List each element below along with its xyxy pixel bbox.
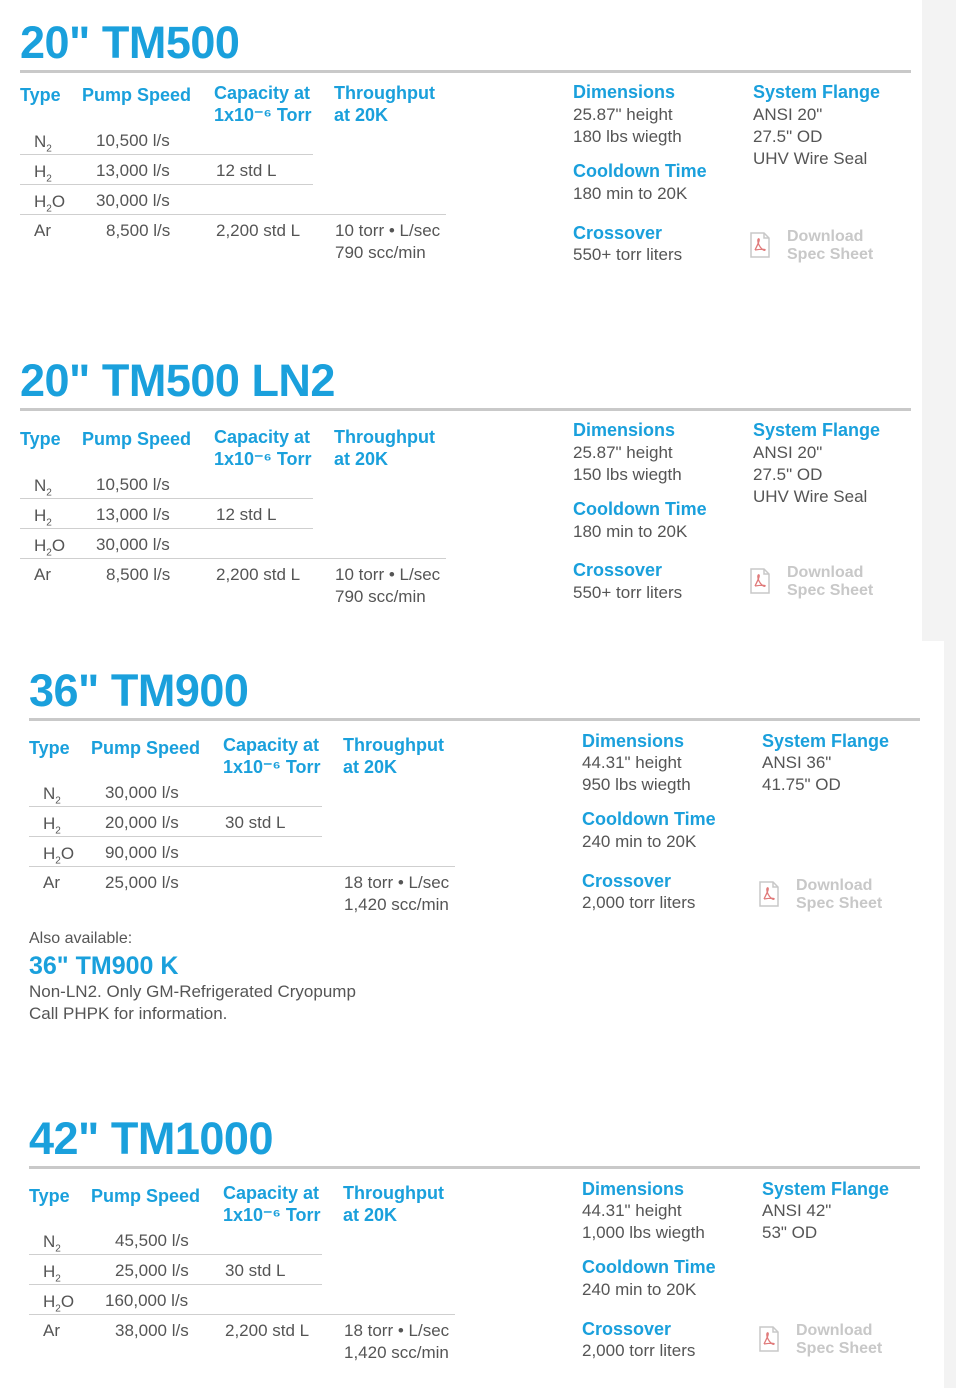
gas-n2: $N_2$ [34, 132, 52, 155]
also-available-line2: Call PHPK for information. [29, 1004, 228, 1023]
row-divider [20, 528, 313, 529]
dimensions-weight: 1,000 lbs wiegth [582, 1223, 705, 1242]
col-header-capacity [223, 1182, 321, 1226]
col-header-capacity [214, 426, 312, 470]
throughput-line1: 18 torr • L/sec [344, 873, 450, 892]
col-header-capacity [223, 734, 321, 778]
col-header-throughput-line2: at 20K [343, 757, 398, 777]
system-flange-label: System Flange [762, 731, 890, 751]
row-divider [29, 866, 455, 867]
speed-n2: 30,000 l/s [105, 783, 179, 802]
title-divider [20, 70, 911, 73]
speed-h2: 25,000 l/s [115, 1261, 189, 1280]
gas-n2: $N_2$ [43, 784, 61, 807]
row-divider [20, 184, 313, 185]
pdf-icon [758, 881, 780, 907]
speed-n2: 10,500 l/s [96, 475, 170, 494]
crossover-label: Crossover [573, 560, 663, 580]
flange-line1: ANSI 20" [753, 443, 823, 462]
speed-h2o: 30,000 l/s [96, 535, 170, 554]
throughput-line2: 790 scc/min [335, 243, 426, 262]
col-header-capacity-line1: Capacity at [223, 735, 320, 755]
title-divider [20, 408, 911, 411]
system-flange-label: System Flange [753, 420, 881, 440]
col-header-throughput [343, 1182, 444, 1226]
speed-h2o: 160,000 l/s [105, 1291, 189, 1310]
speed-ar: 25,000 l/s [105, 873, 179, 892]
flange-line1: ANSI 36" [762, 753, 832, 772]
col-header-type: Type [20, 85, 61, 105]
flange-line3: UHV Wire Seal [753, 149, 868, 168]
flange-line2: 41.75" OD [762, 775, 841, 794]
col-header-throughput-line2: at 20K [334, 449, 389, 469]
col-header-type: Type [20, 429, 61, 449]
download-label: Download Spec Sheet [787, 228, 874, 263]
speed-h2: 20,000 l/s [105, 813, 179, 832]
dimensions-height: 25.87" height [573, 105, 673, 124]
pdf-icon [749, 568, 771, 594]
row-divider [20, 558, 446, 559]
speed-n2: 45,500 l/s [115, 1231, 189, 1250]
pdf-icon [749, 232, 771, 258]
row-divider [20, 154, 313, 155]
crossover-value: 2,000 torr liters [582, 1341, 696, 1360]
title-divider [29, 1166, 920, 1169]
col-header-capacity-line2: 1x10⁻⁶ Torr [223, 1205, 321, 1225]
col-header-capacity-line1: Capacity at [223, 1183, 320, 1203]
gas-n2: $N_2$ [43, 1232, 61, 1255]
col-header-pump-speed: Pump Speed [91, 738, 201, 758]
dimensions-label: Dimensions [573, 82, 676, 102]
speed-h2: 13,000 l/s [96, 505, 170, 524]
col-header-throughput-line1: Throughput [343, 735, 444, 755]
gas-ar: Ar [34, 221, 51, 240]
flange-line2: 27.5" OD [753, 465, 823, 484]
download-label: Download Spec Sheet [796, 877, 883, 912]
title-divider [29, 718, 920, 721]
throughput-line1: 18 torr • L/sec [344, 1321, 450, 1340]
crossover-value: 2,000 torr liters [582, 893, 696, 912]
flange-line2: 53" OD [762, 1223, 818, 1242]
col-header-throughput-line2: at 20K [343, 1205, 398, 1225]
gas-h2o: $H_2O$ [43, 844, 75, 867]
gas-ar: Ar [34, 565, 51, 584]
dimensions-label: Dimensions [582, 731, 685, 751]
dimensions-weight: 180 lbs wiegth [573, 127, 682, 146]
dimensions-height: 25.87" height [573, 443, 673, 462]
product-title: 20" TM500 [20, 17, 240, 68]
capacity-h2: 30 std L [225, 1261, 286, 1280]
capacity-h2: 12 std L [216, 505, 277, 524]
speed-h2o: 90,000 l/s [105, 843, 179, 862]
col-header-pump-speed: Pump Speed [82, 85, 192, 105]
gas-h2: $H_2$ [43, 814, 61, 837]
crossover-value: 550+ torr liters [573, 583, 683, 602]
dimensions-height: 44.31" height [582, 753, 682, 772]
flange-line1: ANSI 20" [753, 105, 823, 124]
gas-h2: $H_2$ [43, 1262, 61, 1285]
col-header-throughput [343, 734, 444, 778]
dimensions-label: Dimensions [582, 1179, 685, 1199]
throughput-line2: 790 scc/min [335, 587, 426, 606]
speed-ar: 8,500 l/s [106, 221, 171, 240]
speed-ar: 8,500 l/s [106, 565, 171, 584]
flange-line3: UHV Wire Seal [753, 487, 868, 506]
col-header-capacity-line1: Capacity at [214, 83, 311, 103]
cooldown-value: 240 min to 20K [582, 1280, 697, 1299]
col-header-capacity [214, 82, 312, 126]
col-header-type: Type [29, 1186, 70, 1206]
row-divider [29, 1284, 322, 1285]
speed-h2o: 30,000 l/s [96, 191, 170, 210]
gas-ar: Ar [43, 1321, 60, 1340]
cooldown-label: Cooldown Time [582, 809, 716, 829]
speed-ar: 38,000 l/s [115, 1321, 189, 1340]
cooldown-label: Cooldown Time [573, 499, 707, 519]
gas-n2: $N_2$ [34, 476, 52, 499]
gas-h2: $H_2$ [34, 162, 52, 185]
col-header-capacity-line1: Capacity at [214, 427, 311, 447]
system-flange-label: System Flange [753, 82, 881, 102]
also-available-line1: Non-LN2. Only GM-Refrigerated Cryopump [29, 982, 356, 1001]
throughput-line2: 1,420 scc/min [344, 1343, 449, 1362]
cooldown-label: Cooldown Time [573, 161, 707, 181]
crossover-value: 550+ torr liters [573, 245, 683, 264]
col-header-capacity-line2: 1x10⁻⁶ Torr [214, 105, 312, 125]
cooldown-value: 240 min to 20K [582, 832, 697, 851]
also-available-label: Also available: [29, 930, 133, 947]
row-divider [20, 214, 446, 215]
col-header-throughput-line2: at 20K [334, 105, 389, 125]
col-header-throughput [334, 82, 435, 126]
dimensions-label: Dimensions [573, 420, 676, 440]
col-header-pump-speed: Pump Speed [91, 1186, 201, 1206]
col-header-throughput [334, 426, 435, 470]
download-label: Download Spec Sheet [787, 564, 874, 599]
col-header-pump-speed: Pump Speed [82, 429, 192, 449]
row-divider [29, 1254, 322, 1255]
speed-h2: 13,000 l/s [96, 161, 170, 180]
row-divider [29, 1314, 455, 1315]
capacity-h2: 30 std L [225, 813, 286, 832]
product-title: 36" TM900 [29, 665, 249, 716]
row-divider [29, 806, 322, 807]
gas-h2o: $H_2O$ [34, 192, 66, 215]
col-header-throughput-line1: Throughput [334, 427, 435, 447]
flange-line2: 27.5" OD [753, 127, 823, 146]
col-header-capacity-line2: 1x10⁻⁶ Torr [214, 449, 312, 469]
dimensions-weight: 950 lbs wiegth [582, 775, 691, 794]
throughput-line1: 10 torr • L/sec [335, 565, 441, 584]
dimensions-height: 44.31" height [582, 1201, 682, 1220]
product-title: 20" TM500 LN2 [20, 355, 335, 406]
row-divider [20, 498, 313, 499]
cooldown-value: 180 min to 20K [573, 522, 688, 541]
throughput-line1: 10 torr • L/sec [335, 221, 441, 240]
gas-ar: Ar [43, 873, 60, 892]
gas-h2o: $H_2O$ [34, 536, 66, 559]
pdf-icon [758, 1326, 780, 1352]
dimensions-weight: 150 lbs wiegth [573, 465, 682, 484]
crossover-label: Crossover [582, 871, 672, 891]
capacity-ar: 2,200 std L [225, 1321, 310, 1340]
product-title: 42" TM1000 [29, 1113, 273, 1164]
also-available-title: 36" TM900 K [29, 952, 179, 980]
system-flange-label: System Flange [762, 1179, 890, 1199]
flange-line1: ANSI 42" [762, 1201, 832, 1220]
cooldown-value: 180 min to 20K [573, 184, 688, 203]
download-label: Download Spec Sheet [796, 1322, 883, 1357]
col-header-type: Type [29, 738, 70, 758]
gas-h2: $H_2$ [34, 506, 52, 529]
throughput-line2: 1,420 scc/min [344, 895, 449, 914]
speed-n2: 10,500 l/s [96, 131, 170, 150]
col-header-capacity-line2: 1x10⁻⁶ Torr [223, 757, 321, 777]
crossover-label: Crossover [573, 223, 663, 243]
gas-h2o: $H_2O$ [43, 1292, 75, 1315]
capacity-ar: 2,200 std L [216, 221, 301, 240]
capacity-ar: 2,200 std L [216, 565, 301, 584]
row-divider [29, 836, 322, 837]
col-header-throughput-line1: Throughput [343, 1183, 444, 1203]
col-header-throughput-line1: Throughput [334, 83, 435, 103]
crossover-label: Crossover [582, 1319, 672, 1339]
cooldown-label: Cooldown Time [582, 1257, 716, 1277]
capacity-h2: 12 std L [216, 161, 277, 180]
